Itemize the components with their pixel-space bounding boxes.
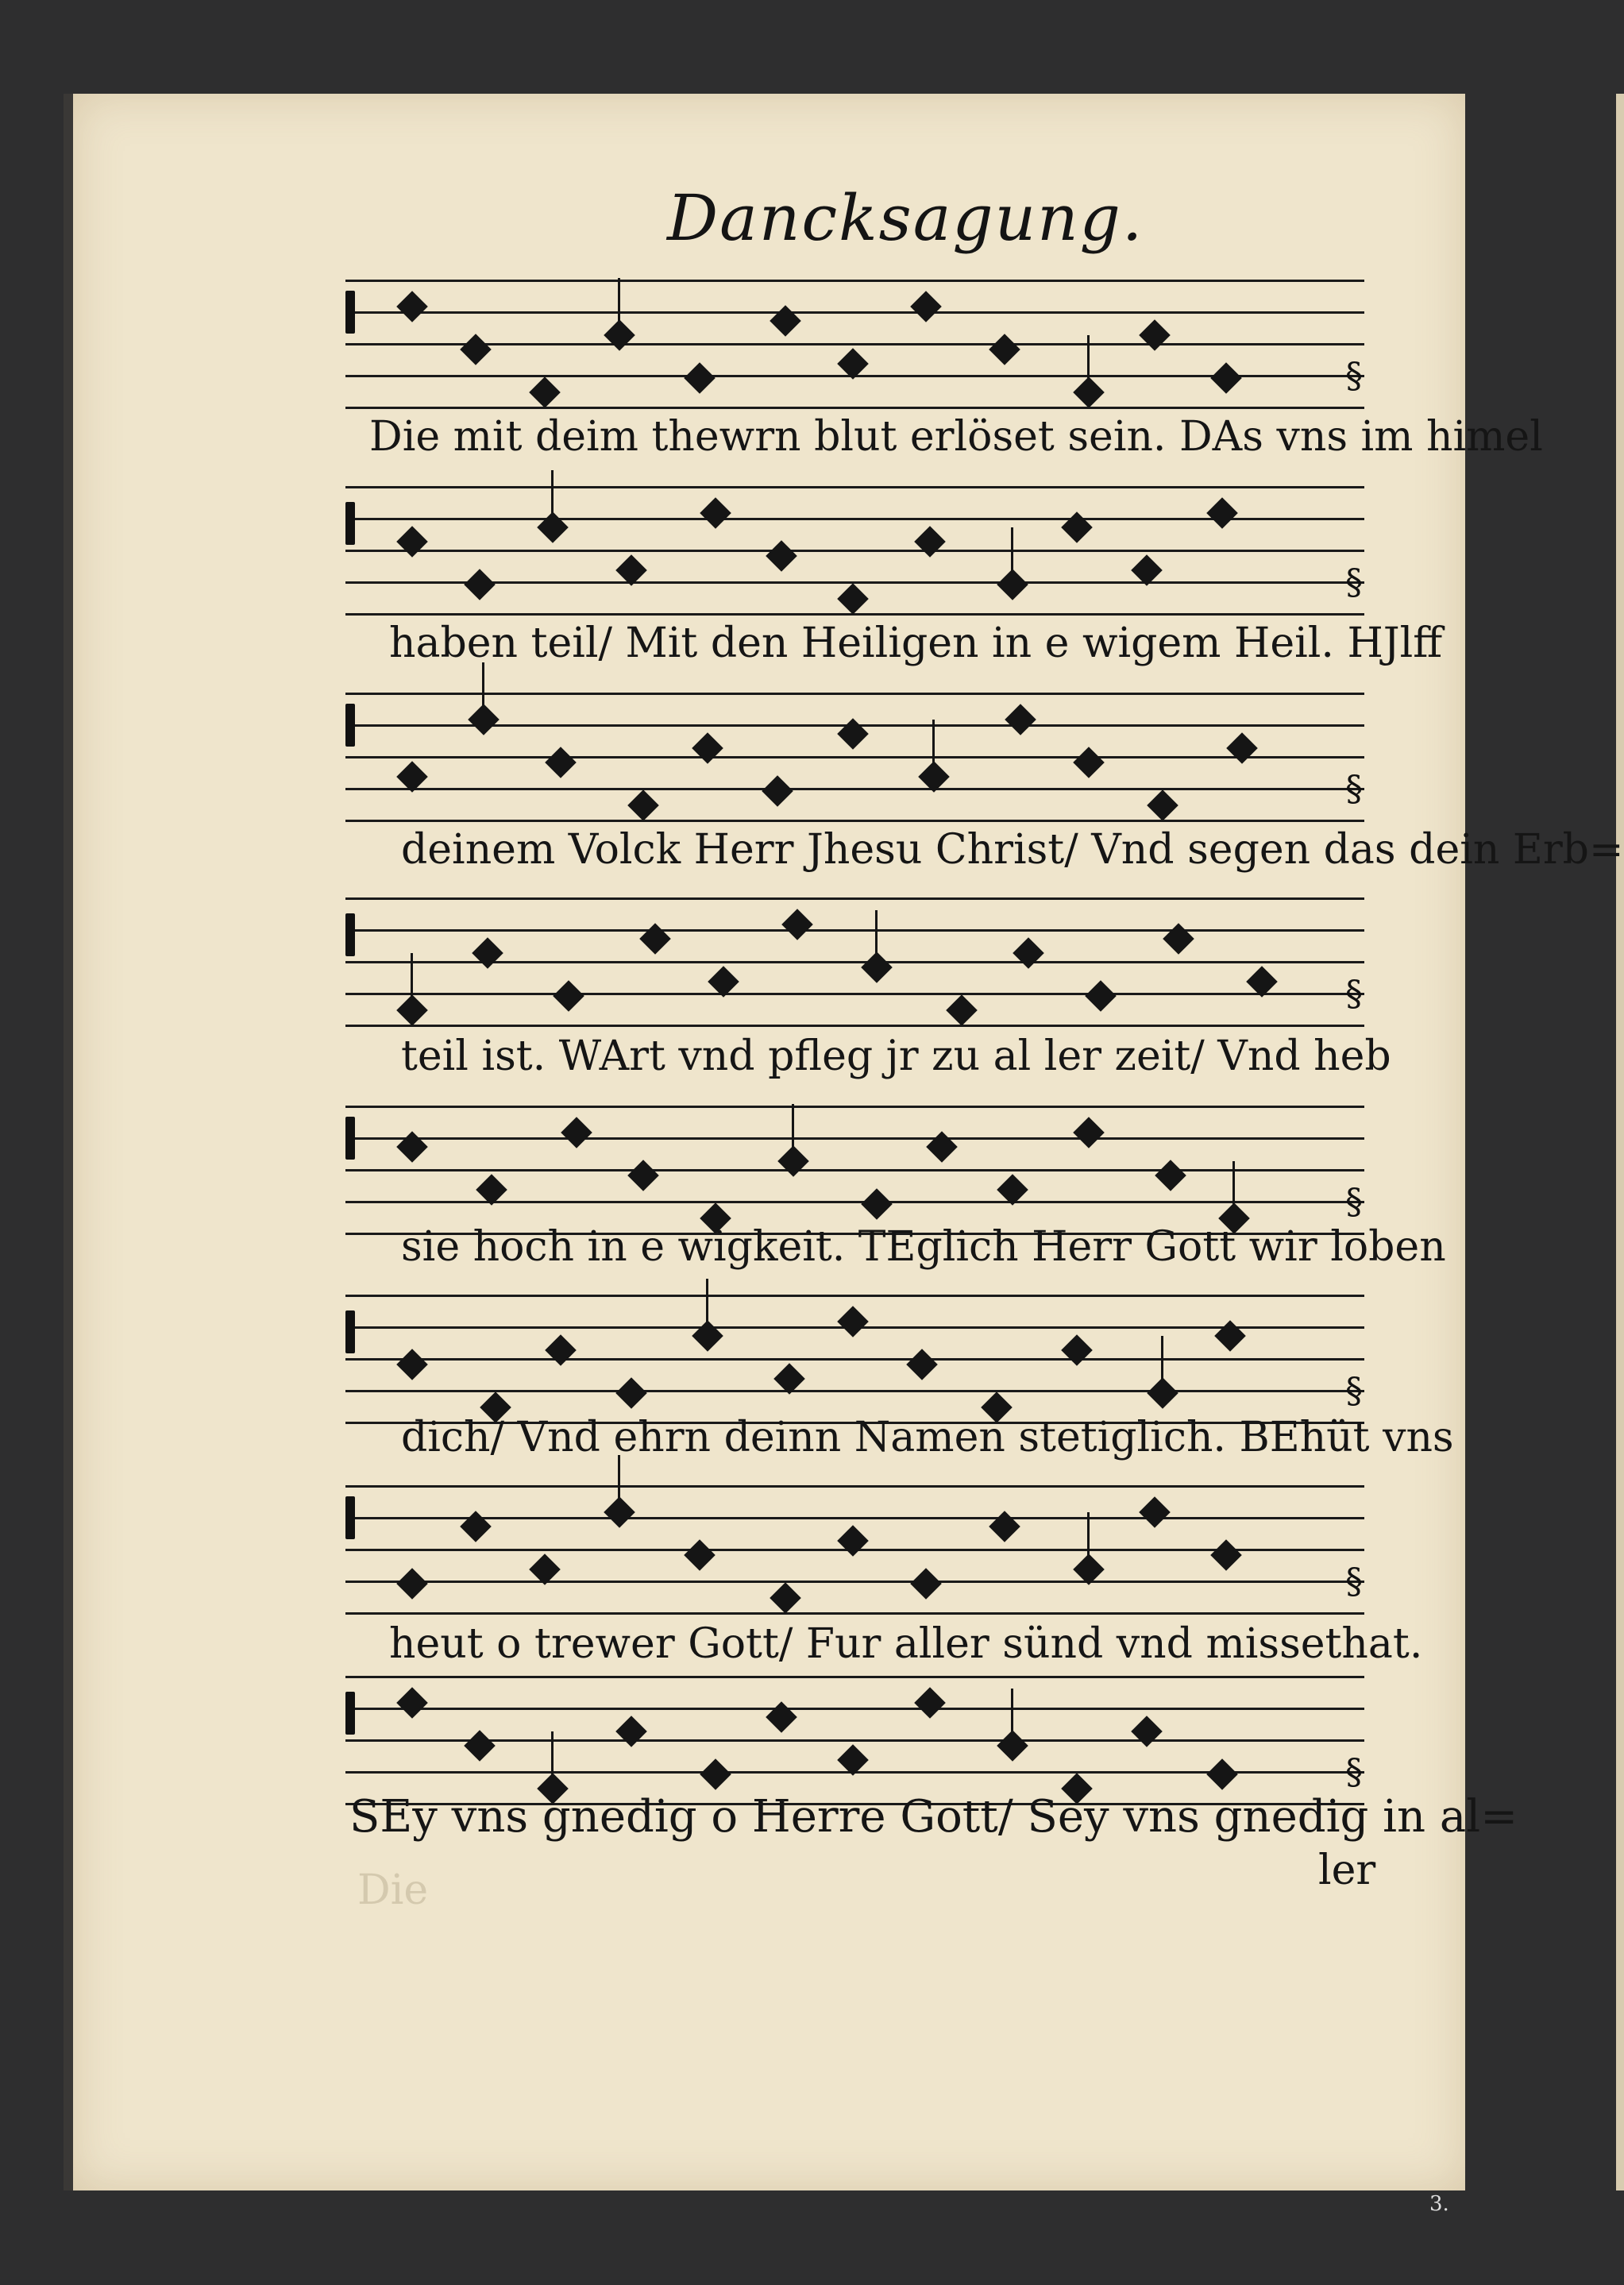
page-number: 3. <box>1429 2192 1449 2216</box>
note-head <box>1139 1496 1171 1528</box>
note-head <box>615 1716 647 1747</box>
note-stem <box>1011 1689 1013 1738</box>
note-head <box>396 291 428 322</box>
lyric-line-7: heut o trewer Gott/ Fur aller sünd vnd missethat. <box>389 1620 1423 1668</box>
lyric-line-1: Die mit deim thewrn blut erlöset sein. DAs vns im himel <box>369 413 1543 461</box>
staff-line <box>345 756 1364 758</box>
custos-mark: § <box>1345 356 1363 396</box>
note-head <box>460 334 492 365</box>
page-shadow <box>1616 94 1624 2190</box>
note-head <box>762 775 793 807</box>
note-head <box>396 526 428 558</box>
staff-line <box>345 1358 1364 1361</box>
clef-mark <box>345 1496 355 1539</box>
staff-line <box>345 693 1364 695</box>
staff-line <box>345 1137 1364 1140</box>
note-head <box>396 1687 428 1719</box>
staff-line <box>345 343 1364 345</box>
staff-line <box>345 1025 1364 1027</box>
note-head <box>837 1525 869 1557</box>
note-head <box>1155 1160 1186 1191</box>
note-head <box>781 909 813 940</box>
staff-line <box>345 1517 1364 1519</box>
note-head <box>861 1188 893 1220</box>
staff-line <box>345 1485 1364 1488</box>
page-title: Dancksagung. <box>667 181 1144 255</box>
note-stem <box>551 470 554 519</box>
note-head <box>910 291 942 322</box>
staff-line <box>345 1390 1364 1392</box>
note-head <box>1061 1334 1093 1366</box>
note-head <box>472 937 503 969</box>
note-head <box>553 980 584 1012</box>
music-staff <box>345 280 1364 415</box>
clef-mark <box>345 1692 355 1735</box>
staff-line <box>345 550 1364 552</box>
staff-line <box>345 581 1364 584</box>
staff-line <box>345 993 1364 995</box>
note-head <box>561 1117 592 1148</box>
note-head <box>914 526 946 558</box>
clef-mark <box>345 1310 355 1353</box>
lyric-line-4: teil ist. WArt vnd pfleg jr zu al ler zeit/ Vnd heb <box>401 1032 1391 1080</box>
clef-mark <box>345 1117 355 1160</box>
note-stem <box>1087 1512 1090 1561</box>
clef-mark <box>345 291 355 334</box>
custos-mark: § <box>1345 1182 1363 1222</box>
note-head <box>1085 980 1117 1012</box>
note-stem <box>482 662 484 712</box>
lyric-line-9: ler <box>1318 1847 1376 1894</box>
note-head <box>529 376 561 408</box>
music-staff <box>345 1485 1364 1620</box>
note-head <box>700 1758 731 1790</box>
staff-line <box>345 788 1364 790</box>
staff-line <box>345 1708 1364 1710</box>
note-stem <box>1161 1336 1163 1385</box>
note-head <box>396 1131 428 1163</box>
note-head <box>1131 1716 1163 1747</box>
staff-line <box>345 1739 1364 1742</box>
custos-mark: § <box>1345 769 1363 809</box>
note-stem <box>792 1104 794 1153</box>
custos-mark: § <box>1345 1561 1363 1602</box>
lyric-line-8: SEy vns gnedig o Herre Gott/ Sey vns gnedig in al= <box>349 1791 1518 1843</box>
note-stem <box>551 1731 554 1781</box>
note-stem <box>618 278 620 327</box>
note-head <box>926 1131 958 1163</box>
note-head <box>989 1511 1020 1542</box>
note-head <box>1005 704 1036 735</box>
note-head <box>770 1582 801 1614</box>
music-staff <box>345 486 1364 621</box>
note-head <box>1210 362 1242 394</box>
note-head <box>700 497 731 529</box>
clef-mark <box>345 913 355 956</box>
note-head <box>464 569 496 600</box>
music-staff <box>345 1106 1364 1241</box>
clef-mark <box>345 704 355 747</box>
staff-line <box>345 486 1364 488</box>
staff-line <box>345 897 1364 900</box>
note-head <box>766 1701 797 1733</box>
note-head <box>1073 1117 1105 1148</box>
note-head <box>692 732 723 764</box>
note-stem <box>706 1279 708 1328</box>
note-head <box>1073 747 1105 778</box>
note-stem <box>1087 335 1090 384</box>
note-stem <box>1011 527 1013 577</box>
note-head <box>1139 319 1171 351</box>
note-head <box>1163 923 1194 955</box>
note-stem <box>932 720 935 769</box>
note-head <box>545 747 577 778</box>
note-head <box>766 540 797 572</box>
staff-line <box>345 1581 1364 1583</box>
music-staff <box>345 693 1364 828</box>
staff-line <box>345 280 1364 282</box>
note-stem <box>875 910 878 959</box>
note-head <box>464 1730 496 1762</box>
note-head <box>910 1568 942 1600</box>
staff-line <box>345 1169 1364 1171</box>
note-head <box>1210 1539 1242 1571</box>
note-head <box>1206 1758 1238 1790</box>
staff-line <box>345 1201 1364 1203</box>
note-stem <box>618 1455 620 1504</box>
note-head <box>837 1306 869 1337</box>
staff-line <box>345 1106 1364 1108</box>
staff-line <box>345 961 1364 963</box>
note-head <box>914 1687 946 1719</box>
note-head <box>1226 732 1258 764</box>
note-head <box>837 583 869 615</box>
note-head <box>1214 1320 1246 1352</box>
staff-line <box>345 407 1364 409</box>
staff-line <box>345 311 1364 314</box>
note-head <box>1206 497 1238 529</box>
lyric-line-3: deinem Volck Herr Jhesu Christ/ Vnd segen das dein Erb= <box>401 826 1624 874</box>
note-head <box>639 923 671 955</box>
note-stem <box>411 953 413 1002</box>
lyric-line-2: haben teil/ Mit den Heiligen in e wigem Heil. HJlff <box>389 619 1443 667</box>
note-head <box>906 1349 938 1380</box>
note-head <box>396 1568 428 1600</box>
catchword: Die <box>357 1866 429 1914</box>
staff-line <box>345 1612 1364 1615</box>
custos-mark: § <box>1345 974 1363 1014</box>
clef-mark <box>345 502 355 545</box>
note-head <box>684 1539 716 1571</box>
staff-line <box>345 1676 1364 1678</box>
note-head <box>627 789 659 821</box>
lyric-line-6: dich/ Vnd ehrn deinn Namen stetiglich. BEhüt vns <box>401 1414 1454 1461</box>
note-head <box>1147 789 1178 821</box>
note-head <box>946 994 978 1026</box>
staff-line <box>345 1295 1364 1297</box>
note-stem <box>1232 1161 1235 1210</box>
note-head <box>770 305 801 337</box>
note-head <box>1061 511 1093 543</box>
music-staff <box>345 1295 1364 1430</box>
staff-line <box>345 820 1364 822</box>
note-head <box>545 1334 577 1366</box>
note-head <box>396 1349 428 1380</box>
lyric-line-5: sie hoch in e wigkeit. TEglich Herr Gott wir loben <box>401 1223 1446 1271</box>
staff-line <box>345 929 1364 932</box>
note-head <box>989 334 1020 365</box>
music-staff <box>345 897 1364 1032</box>
custos-mark: § <box>1345 1371 1363 1411</box>
note-head <box>684 362 716 394</box>
note-head <box>460 1511 492 1542</box>
note-head <box>837 718 869 750</box>
custos-mark: § <box>1345 1752 1363 1793</box>
custos-mark: § <box>1345 562 1363 603</box>
note-head <box>627 1160 659 1191</box>
note-head <box>1013 937 1044 969</box>
note-head <box>615 1377 647 1409</box>
staff-line <box>345 613 1364 616</box>
